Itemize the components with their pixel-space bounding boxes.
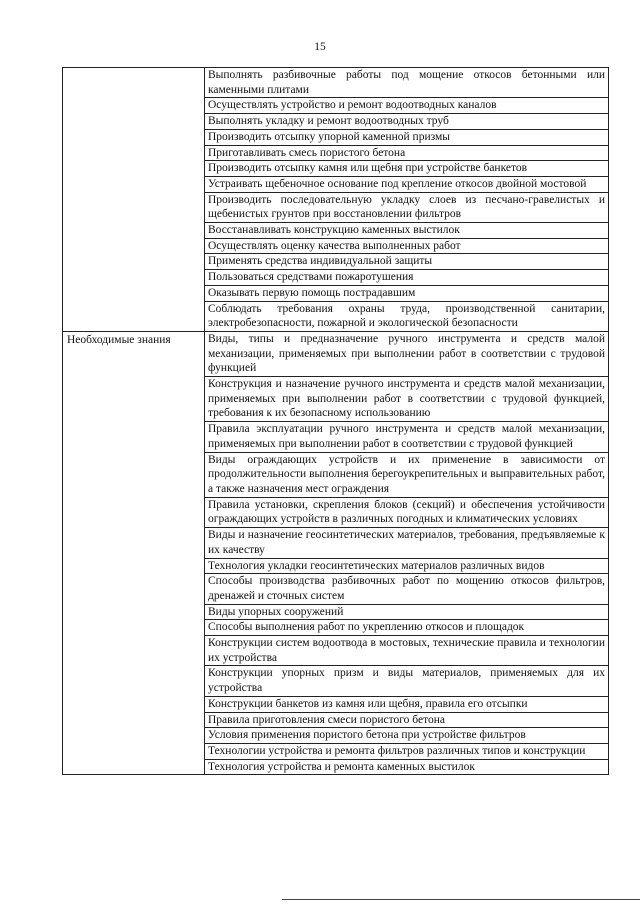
knowledge-item: Правила эксплуатации ручного инструмента и средств малой механизации, применяемых при выполнении работ в соответствии с трудовой функцией xyxy=(205,422,609,452)
skills-item: Выполнять укладку и ремонт водоотводных труб xyxy=(205,114,609,130)
knowledge-item: Виды ограждающих устройств и их применение в зависимости от продолжительности выполнения берегоукрепительных и выправительных работ, а также назначения мест ограждения xyxy=(205,452,609,497)
skills-item: Осуществлять устройство и ремонт водоотводных каналов xyxy=(205,98,609,114)
knowledge-item: Условия применения пористого бетона при устройстве фильтров xyxy=(205,728,609,744)
knowledge-item: Виды упорных сооружений xyxy=(205,604,609,620)
page-number: 15 xyxy=(314,41,326,53)
knowledge-item: Конструкции упорных призм и виды материалов, применяемых для их устройства xyxy=(205,666,609,696)
skills-section-label xyxy=(63,68,205,332)
skills-item: Соблюдать требования охраны труда, производственной санитарии, электробезопасности, пожарной и экологической безопасности xyxy=(205,301,609,331)
knowledge-item: Способы производства разбивочных работ по мощению откосов фильтров, дренажей и сточных систем xyxy=(205,574,609,604)
skills-item: Производить последовательную укладку слоев из песчано-гравелистых и щебенистых грунтов при восстановлении фильтров xyxy=(205,192,609,222)
skills-item: Устраивать щебеночное основание под крепление откосов двойной мостовой xyxy=(205,176,609,192)
skills-item: Пользоваться средствами пожаротушения xyxy=(205,270,609,286)
skills-item: Производить отсыпку упорной каменной призмы xyxy=(205,129,609,145)
bottom-rule xyxy=(282,899,640,900)
requirements-table xyxy=(62,67,609,775)
knowledge-item: Виды, типы и предназначение ручного инструмента и средств малой механизации, применяемых при выполнении работ в соответствии с трудовой функцией xyxy=(205,331,609,376)
knowledge-item: Способы выполнения работ по укреплению откосов и площадок xyxy=(205,620,609,636)
knowledge-item: Конструкции систем водоотвода в мостовых, технические правила и технологии их устройства xyxy=(205,636,609,666)
knowledge-item: Конструкция и назначение ручного инструмента и средств малой механизации, применяемых при выполнении работ в соответствии с трудовой функцией, требования к их безопасному использованию xyxy=(205,377,609,422)
knowledge-item: Виды и назначение геосинтетических материалов, требования, предъявляемые к их качеству xyxy=(205,528,609,558)
knowledge-item: Технологии устройства и ремонта фильтров различных типов и конструкции xyxy=(205,743,609,759)
skills-item: Производить отсыпку камня или щебня при устройстве банкетов xyxy=(205,161,609,177)
knowledge-item: Технология укладки геосинтетических материалов различных видов xyxy=(205,558,609,574)
skills-item: Выполнять разбивочные работы под мощение откосов бетонными или каменными плитами xyxy=(205,68,609,98)
skills-item: Оказывать первую помощь пострадавшим xyxy=(205,285,609,301)
skills-item: Восстанавливать конструкцию каменных выстилок xyxy=(205,223,609,239)
knowledge-item: Конструкции банкетов из камня или щебня, правила его отсыпки xyxy=(205,696,609,712)
skills-row xyxy=(63,68,609,98)
knowledge-item: Правила приготовления смеси пористого бетона xyxy=(205,712,609,728)
skills-item: Применять средства индивидуальной защиты xyxy=(205,254,609,270)
skills-item: Приготавливать смесь пористого бетона xyxy=(205,145,609,161)
knowledge-section-label: Необходимые знания xyxy=(63,331,205,774)
knowledge-item: Правила установки, скрепления блоков (секций) и обеспечения устойчивости ограждающих устройств в различных погодных и климатических условиях xyxy=(205,497,609,527)
skills-item: Осуществлять оценку качества выполненных работ xyxy=(205,238,609,254)
knowledge-item: Технология устройства и ремонта каменных выстилок xyxy=(205,759,609,775)
knowledge-row xyxy=(63,331,609,376)
requirements-table-body xyxy=(63,68,609,775)
